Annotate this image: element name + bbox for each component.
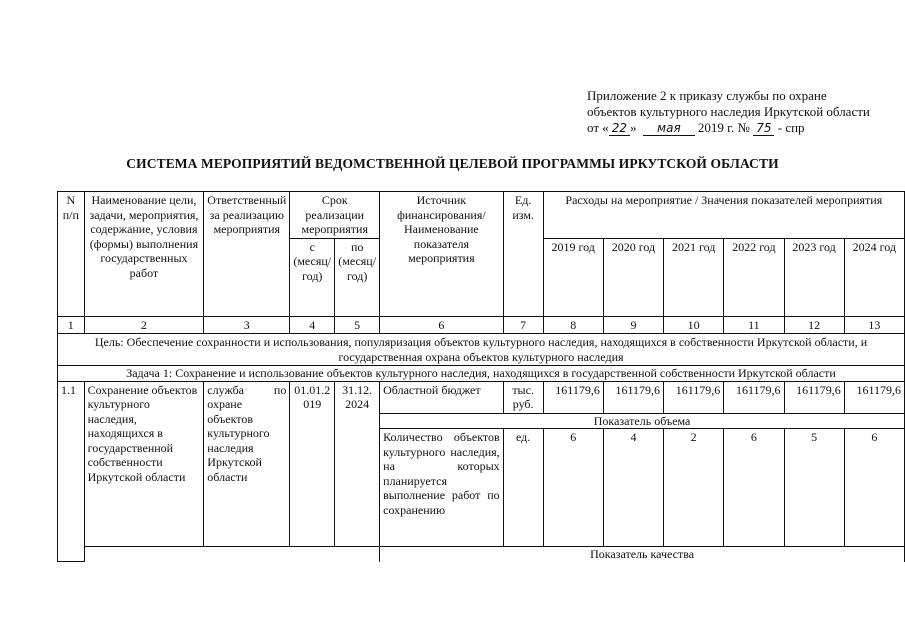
row-source: Областной бюджет xyxy=(380,381,504,413)
indicator-unit: ед. xyxy=(503,429,543,547)
header-year-2021: 2021 год xyxy=(664,238,724,316)
indicator-value-2024: 6 xyxy=(844,429,904,547)
header-to: по (месяц/год) xyxy=(335,238,380,316)
header-unit: Ед. изм. xyxy=(503,192,543,317)
appendix-date-prefix: от « xyxy=(587,120,609,135)
col-number: 12 xyxy=(784,316,844,334)
header-term: Срок реализации мероприятия xyxy=(290,192,380,239)
col-number: 2 xyxy=(84,316,204,334)
appendix-day-handwritten: 22 xyxy=(609,121,630,136)
appendix-line-1: Приложение 2 к приказу службы по охране xyxy=(587,88,827,103)
header-expenses: Расходы на мероприятие / Значения показателей мероприятия xyxy=(543,192,904,239)
appendix-date-mid: » xyxy=(630,120,637,135)
row-num: 1.1 xyxy=(58,381,85,562)
row-value-2020: 161179,6 xyxy=(603,381,663,413)
row-term-from: 01.01.2019 xyxy=(290,381,335,547)
row-value-2024: 161179,6 xyxy=(844,381,904,413)
col-number: 13 xyxy=(844,316,904,334)
appendix-month-handwritten: мая xyxy=(643,121,695,136)
indicator-value-2021: 2 xyxy=(664,429,724,547)
header-from: с (месяц/год) xyxy=(290,238,335,316)
header-name: Наименование цели, задачи, мероприятия, содержание, условия (формы) выполнения государственных работ xyxy=(84,192,204,317)
header-year-2019: 2019 год xyxy=(543,238,603,316)
header-year-2022: 2022 год xyxy=(724,238,784,316)
header-source: Источник финансирования/ Наименование показателя мероприятия xyxy=(380,192,504,317)
col-number: 6 xyxy=(380,316,504,334)
row-value-2019: 161179,6 xyxy=(543,381,603,413)
row-responsible: служба по охране объектов культурного наследия Иркутской области xyxy=(204,381,290,547)
header-year-2020: 2020 год xyxy=(603,238,663,316)
goal-row: Цель: Обеспечение сохранности и использования, популяризация объектов культурного наследия, находящихся в собственности Иркутской области, и государственная охрана объектов культурного наследия xyxy=(58,334,905,366)
row-value-2021: 161179,6 xyxy=(664,381,724,413)
col-number: 5 xyxy=(335,316,380,334)
col-number: 3 xyxy=(204,316,290,334)
indicator-value-2023: 5 xyxy=(784,429,844,547)
indicator-value-2019: 6 xyxy=(543,429,603,547)
task-row: Задача 1: Сохранение и использование объектов культурного наследия, находящихся в государственной собственности Иркутской области xyxy=(58,366,905,382)
header-responsible: Ответственный за реализацию мероприятия xyxy=(204,192,290,317)
col-number: 1 xyxy=(58,316,85,334)
col-number: 9 xyxy=(603,316,663,334)
blank-span xyxy=(84,547,380,562)
indicator-name: Количество объектов культурного наследия, на которых планируется выполнение работ по сохранению xyxy=(380,429,504,547)
appendix-note xyxy=(587,88,873,136)
indicator-value-2020: 4 xyxy=(603,429,663,547)
appendix-suffix: - спр xyxy=(777,120,805,135)
row-value-2023: 161179,6 xyxy=(784,381,844,413)
header-year-2024: 2024 год xyxy=(844,238,904,316)
row-value-2022: 161179,6 xyxy=(724,381,784,413)
col-number: 10 xyxy=(664,316,724,334)
row-term-to: 31.12. 2024 xyxy=(335,381,380,547)
header-year-2023: 2023 год xyxy=(784,238,844,316)
appendix-year: 2019 г. № xyxy=(697,120,750,135)
appendix-line-2: объектов культурного наследия Иркутской области xyxy=(587,104,870,119)
indicator-value-2022: 6 xyxy=(724,429,784,547)
quality-indicator-label: Показатель качества xyxy=(380,547,905,562)
col-number: 4 xyxy=(290,316,335,334)
header-num: N п/п xyxy=(58,192,85,317)
col-number: 8 xyxy=(543,316,603,334)
appendix-number-handwritten: 75 xyxy=(753,121,774,136)
row-name: Сохранение объектов культурного наследия, находящихся в государственной собственности Иркутской области xyxy=(84,381,204,547)
col-number: 7 xyxy=(503,316,543,334)
appendix-line-3 xyxy=(587,120,873,136)
program-table xyxy=(57,191,905,562)
volume-indicator-label: Показатель объема xyxy=(380,413,905,429)
col-number: 11 xyxy=(724,316,784,334)
document-title: СИСТЕМА МЕРОПРИЯТИЙ ВЕДОМСТВЕННОЙ ЦЕЛЕВОЙ ПРОГРАММЫ ИРКУТСКОЙ ОБЛАСТИ xyxy=(126,156,779,171)
row-unit: тыс. руб. xyxy=(503,381,543,413)
